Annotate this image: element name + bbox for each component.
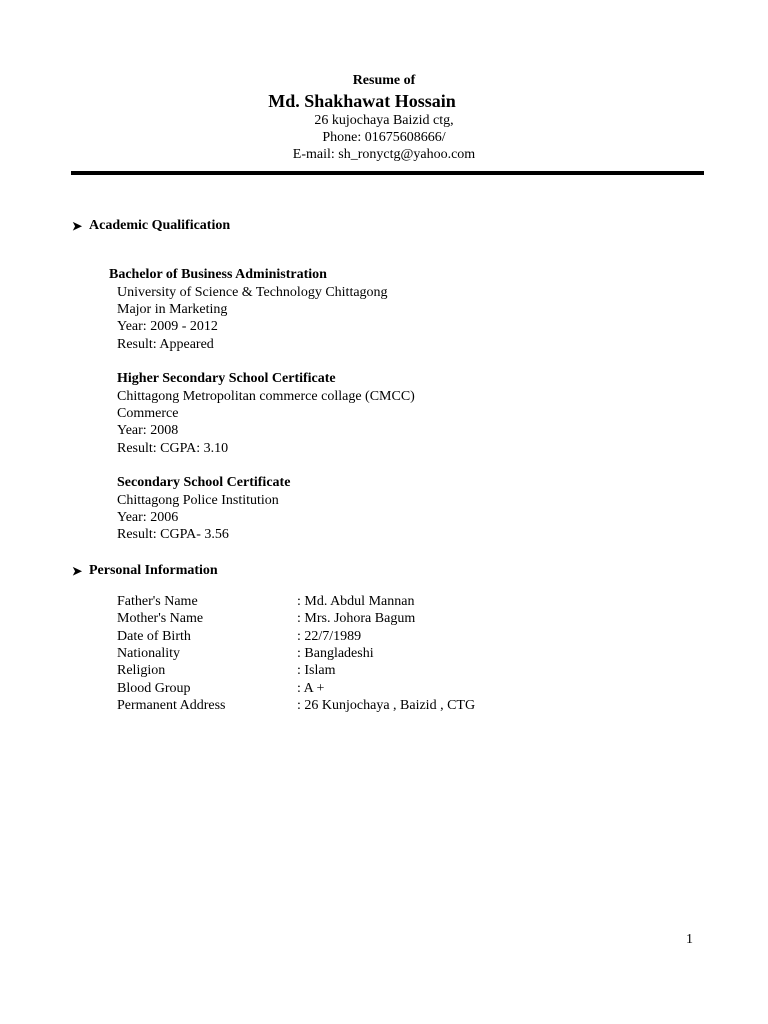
ssc-year: Year: 2006: [117, 510, 179, 525]
email-line: E-mail: sh_ronyctg@yahoo.com: [292, 147, 476, 162]
info-label: Father's Name: [117, 594, 198, 609]
header-divider: [71, 171, 704, 175]
bba-result: Result: Appeared: [117, 337, 214, 352]
address-line: 26 kujochaya Baizid ctg,: [314, 113, 454, 128]
arrowhead-bullet-icon: ➤: [72, 218, 83, 233]
ssc-title: Secondary School Certificate: [117, 475, 291, 490]
candidate-name: Md. Shakhawat Hossain: [268, 91, 456, 111]
info-label: Mother's Name: [117, 611, 204, 626]
info-value: : Md. Abdul Mannan: [297, 594, 415, 609]
hsc-title: Higher Secondary School Certificate: [117, 371, 336, 386]
hsc-group: Commerce: [117, 406, 179, 421]
phone-line: Phone: 01675608666/: [322, 130, 446, 145]
arrowhead-bullet-icon: ➤: [72, 563, 83, 578]
bba-year: Year: 2009 - 2012: [117, 319, 218, 334]
info-label: Religion: [117, 663, 166, 678]
resume-of-label: Resume of: [352, 73, 416, 88]
ssc-institution: Chittagong Police Institution: [117, 493, 279, 508]
page-number: 1: [686, 932, 693, 947]
personal-section-heading: [72, 563, 218, 579]
info-label: Blood Group: [117, 681, 191, 696]
info-value: : A +: [297, 681, 325, 696]
personal-heading-text: Personal Information: [89, 563, 218, 578]
info-label: Date of Birth: [117, 629, 191, 644]
info-value: : 22/7/1989: [297, 629, 362, 644]
bba-title: Bachelor of Business Administration: [109, 267, 327, 282]
info-value: : Bangladeshi: [297, 646, 374, 661]
info-value: : Islam: [297, 663, 336, 678]
info-value: : Mrs. Johora Bagum: [297, 611, 416, 626]
hsc-result: Result: CGPA: 3.10: [117, 441, 229, 456]
bba-major: Major in Marketing: [117, 302, 228, 317]
info-label: Permanent Address: [117, 698, 226, 713]
ssc-result: Result: CGPA- 3.56: [117, 527, 229, 542]
info-value: : 26 Kunjochaya , Baizid , CTG: [297, 698, 476, 713]
academic-heading-text: Academic Qualification: [89, 218, 231, 233]
hsc-institution: Chittagong Metropolitan commerce collage (CMCC): [117, 389, 415, 404]
academic-section-heading: [72, 218, 230, 234]
bba-institution: University of Science & Technology Chittagong: [117, 285, 388, 300]
info-label: Nationality: [117, 646, 180, 661]
hsc-year: Year: 2008: [117, 423, 179, 438]
